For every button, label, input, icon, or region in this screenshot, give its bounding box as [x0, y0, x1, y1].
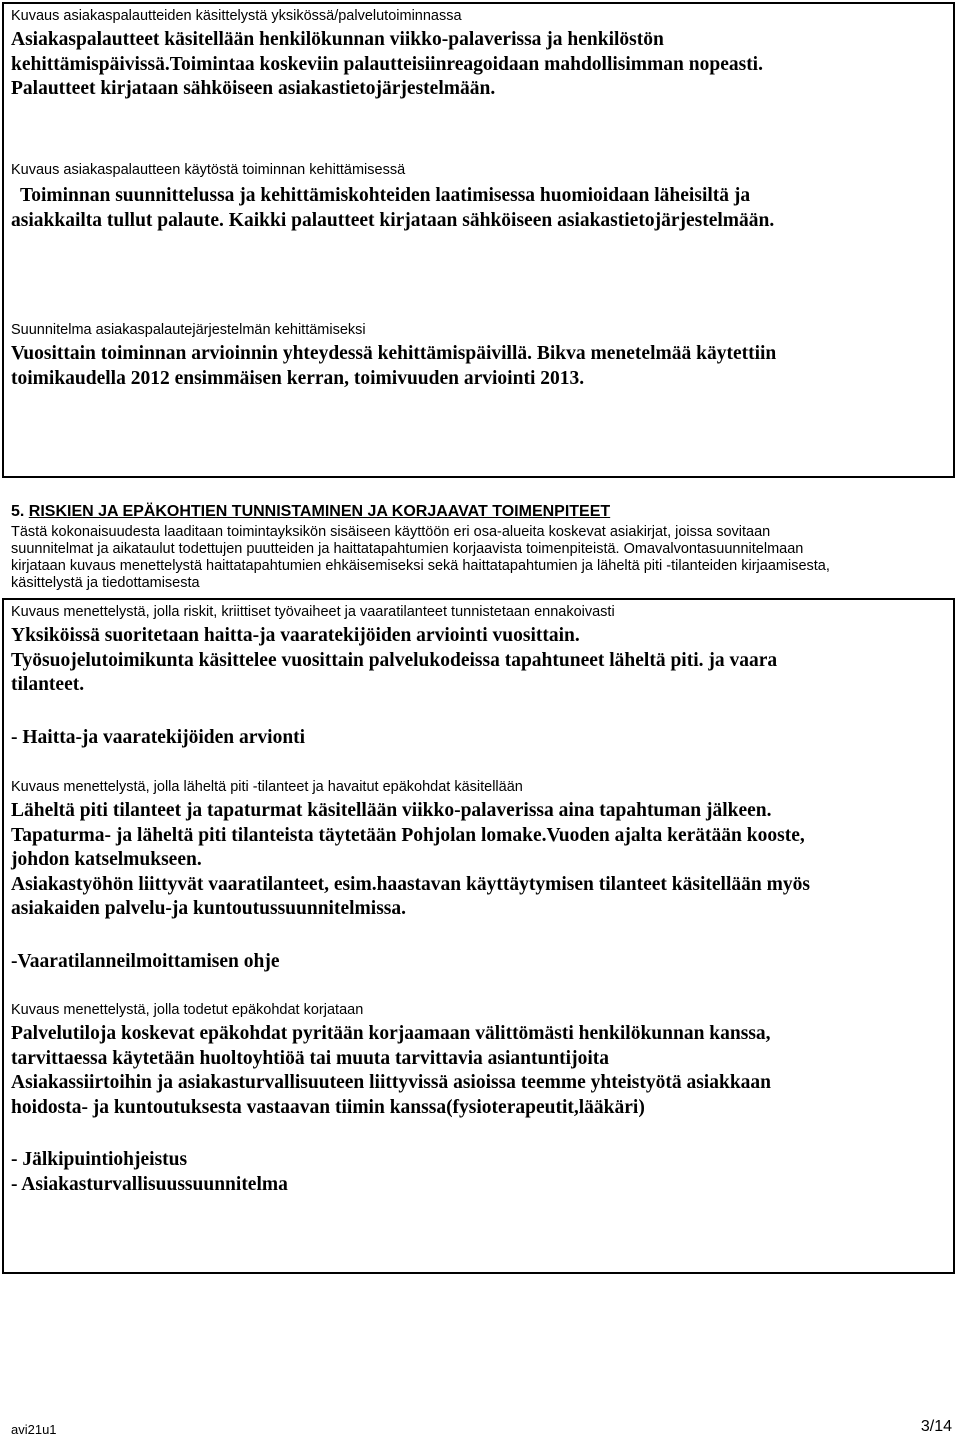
- text-line: johdon katselmukseen.: [11, 849, 202, 870]
- text-line: hoidosta- ja kuntoutuksesta vastaavan tiimin kanssa(fysioterapeutit,lääkäri): [11, 1096, 645, 1118]
- text-line: Asiakastyöhön liittyvät vaaratilanteet, esim.haastavan käyttäytymisen tilanteet käsitellään myös: [11, 873, 810, 895]
- feedback-usage-text: [11, 184, 774, 233]
- section-intro: [11, 524, 830, 592]
- risks-text: [11, 624, 777, 698]
- text-line: tilanteet.: [11, 674, 85, 695]
- page-number: 3/14: [920, 1418, 952, 1435]
- text-line: - Jälkipuintiohjeistus: [11, 1149, 188, 1170]
- text-line: Vuosittain toiminnan arvioinnin yhteydessä kehittämispäivillä. Bikva menetelmää käytettiin: [11, 343, 777, 364]
- feedback-usage-label: Kuvaus asiakaspalautteen käytöstä toiminnan kehittämisessä: [11, 162, 406, 178]
- text-line: asiakaiden palvelu-ja kuntoutussuunnitelmissa.: [11, 898, 406, 919]
- text-line: Tästä kokonaisuudesta laaditaan toimintayksikön sisäiseen käyttöön eri osa-alueita koskevat asiakirjat, joissa sovitaan: [11, 524, 771, 540]
- text-line: kirjataan kuvaus menettelystä haittatapahtumien ehkäisemiseksi sekä haittatapahtumien ja läheltä piti -tilanteiden kirjaamisesta,: [11, 558, 830, 574]
- text-line: Asiakassiirtoihin ja asiakasturvallisuuteen liittyvissä asioissa teemme yhteistyötä asiakkaan: [11, 1072, 772, 1093]
- text-line: Työsuojelutoimikunta käsittelee vuosittain palvelukodeissa tapahtuneet läheltä piti. ja vaara: [11, 649, 778, 671]
- text-line: Tapaturma- ja läheltä piti tilanteista täytetään Pohjolan lomake.Vuoden ajalta kerätään kooste,: [11, 824, 805, 846]
- text-line: Palvelutiloja koskevat epäkohdat pyritään korjaamaan välittömästi henkilökunnan kanssa,: [11, 1023, 771, 1044]
- risks-document: - Haitta-ja vaaratekijöiden arvionti: [11, 727, 306, 748]
- text-line: Palautteet kirjataan sähköiseen asiakastietojärjestelmään.: [11, 78, 496, 99]
- footer-doc-code: avi21u1: [11, 1422, 57, 1437]
- nearmiss-label: Kuvaus menettelystä, jolla läheltä piti -tilanteet ja havaitut epäkohdat käsitellään: [11, 779, 523, 795]
- corrections-documents: [11, 1148, 288, 1197]
- corrections-text: [11, 1022, 771, 1120]
- corrections-label: Kuvaus menettelystä, jolla todetut epäkohdat korjataan: [11, 1002, 364, 1018]
- risks-label: Kuvaus menettelystä, jolla riskit, kriittiset työvaiheet ja vaaratilanteet tunnistetaan ennakoivasti: [11, 604, 615, 620]
- text-line: kehittämispäivissä.Toimintaa koskeviin palautteisiinreagoidaan mahdollisimman nopeasti.: [11, 53, 763, 75]
- section-title: RISKIEN JA EPÄKOHTIEN TUNNISTAMINEN JA KORJAAVAT TOIMENPITEET: [28, 503, 611, 520]
- text-line: käsittelystä ja tiedottamisesta: [11, 575, 200, 591]
- text-line: suunnitelmat ja aikataulut todettujen puutteiden ja haittatapahtumien korjaavista toimenpiteistä. Omavalvontasuunnitelmaan: [11, 541, 804, 557]
- text-line: - Asiakasturvallisuussuunnitelma: [11, 1173, 288, 1195]
- section-number: 5.: [11, 503, 25, 520]
- text-line: Asiakaspalautteet käsitellään henkilökunnan viikko-palaverissa ja henkilöstön: [11, 29, 664, 50]
- text-line: asiakkailta tullut palaute. Kaikki palautteet kirjataan sähköiseen asiakastietojärjestelmään.: [11, 209, 775, 231]
- text-line: Toiminnan suunnittelussa ja kehittämiskohteiden laatimisessa huomioidaan läheisiltä ja: [20, 185, 751, 206]
- text-line: Yksiköissä suoritetaan haitta-ja vaaratekijöiden arviointi vuosittain.: [11, 625, 580, 646]
- text-line: toimikaudella 2012 ensimmäisen kerran, toimivuuden arviointi 2013.: [11, 367, 585, 389]
- feedback-plan-label: Suunnitelma asiakaspalautejärjestelmän kehittämiseksi: [11, 322, 366, 338]
- text-line: tarvittaessa käytetään huoltoyhtiöä tai muuta tarvittavia asiantuntijoita: [11, 1047, 609, 1069]
- feedback-plan-text: [11, 342, 776, 391]
- text-line: Läheltä piti tilanteet ja tapaturmat käsitellään viikko-palaverissa aina tapahtuman jälkeen.: [11, 800, 772, 821]
- feedback-handling-text: [11, 28, 763, 102]
- nearmiss-text: [11, 799, 810, 922]
- section-heading: [11, 502, 610, 522]
- nearmiss-document: -Vaaratilanneilmoittamisen ohje: [11, 951, 280, 972]
- feedback-handling-label: Kuvaus asiakaspalautteiden käsittelystä yksikössä/palvelutoiminnassa: [11, 8, 462, 24]
